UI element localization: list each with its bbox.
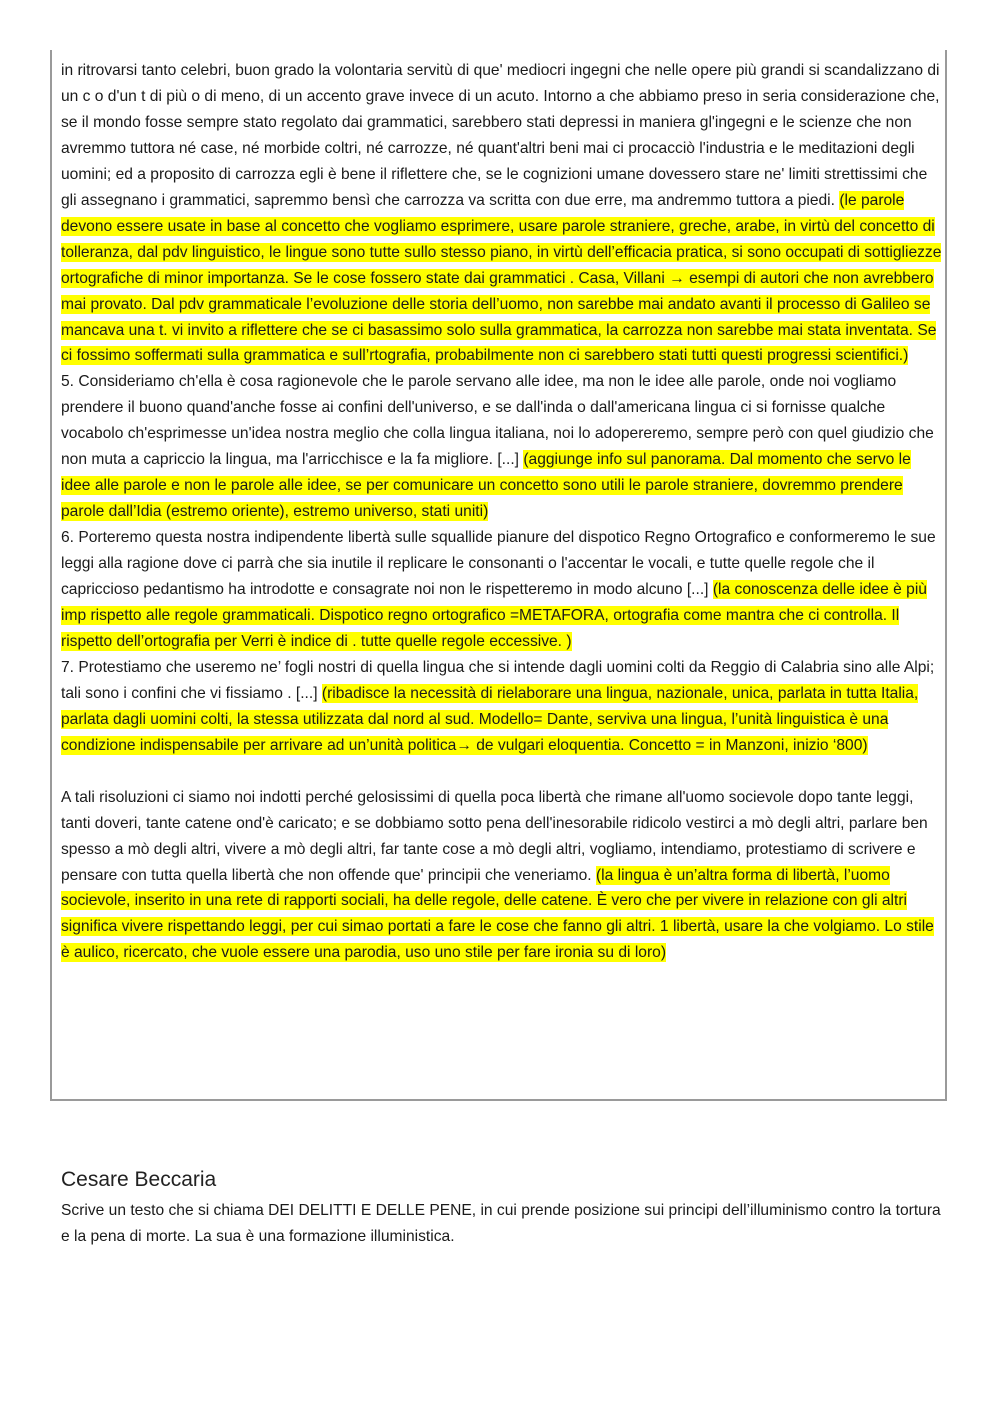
highlighted-note: (la lingua è un’altra forma di libertà, l’uomo socievole, inserito in una rete di rapporti sociali, ha delle regole, delle catene. È vero che per vivere in relazione con gli altri significa vivere rispettando leggi, per cui simao portati a fare le cose che fanno gli altri. 1 libertà, usare la che volgiamo. Lo stile è aulico, ricercato, che vuole essere una parodia, uso uno stile per fare ironia su di loro) (61, 866, 934, 962)
point-7-text: 7. Protestiamo che useremo ne’ fogli nostri di quella lingua che si intende dagli uomini colti da Reggio di Calabria sino alle Alpi; tali sono i confini che vi fissiamo . [...] (61, 658, 935, 702)
point-6-text: 6. Porteremo questa nostra indipendente libertà sulle squallide pianure del dispotico Regno Ortografico e conformeremo le sue leggi alla ragione dove ci parrà che sia inutile il replicare le consonanti o l'accentar le vocali, e tutte quelle regole che il capriccioso pedantismo ha introdotte e consagrate noi non le rispetteremo in modo alcuno [...] (61, 529, 936, 599)
quoted-passage (61, 58, 943, 966)
section-heading-beccaria: Cesare Beccaria (61, 1168, 217, 1191)
highlighted-note: (la conoscenza delle idee è più imp rispetto alle regole grammaticali. Dispotico regno ortografico =METAFORA, ortografia come mantra che ci controlla. Il rispetto dell’ortografia per Verri è indice di . tutte quelle regole eccessive. ) (61, 581, 927, 650)
point-5-text: 5. Consideriamo ch'ella è cosa ragionevole che le parole servano alle idee, ma non le idee alle parole, onde noi vogliamo prendere il buono quand'anche fosse ai confini dell'universo, e se dall'inda o dall'americana lingua ci si fornisse qualche vocabolo ch'esprimesse un'idea nostra meglio che colla lingua italiana, noi lo adopereremo, sempre però con quel giudizio che non muta a capriccio la lingua, ma l'arricchisce e la fa migliore. [...] (61, 373, 934, 469)
passage-closing (61, 785, 943, 967)
highlighted-note: (aggiunge info sul panorama. Dal momento che servo le idee alle parole e non le parole alle idee, se per comunicare un concetto sono utili le parole straniere, dovremmo prendere parole dall’Idia (estremo oriente), estremo universo, stati uniti) (61, 451, 911, 521)
highlighted-note: (le parole devono essere usate in base al concetto che vogliamo esprimere, usare parole straniere, greche, arabe, in virtù del concetto di tolleranza, dal pdv linguistico, le lingue sono tutte sullo stesso piano, in virtù dell’efficacia pratica, si sono occupati di sottigliezze ortografiche di minor importanza. Se le cose fossero state dai grammatici . Casa, Villani → esempi di autori che non avrebbero mai provato. Dal pdv grammaticale l’evoluzione delle storia dell’uomo, non sarebbe mai andato avanti il processo di Galileo se mancava una t. vi invito a riflettere che se ci basassimo solo sulla grammatica, la carrozza non sarebbe mai stata inventata. Se ci fossimo soffermati sulla grammatica e sull’rtografia, probabilmente non ci sarebbero stati tutti questi progressi scientifici.) (61, 191, 942, 365)
passage-intro-text: in ritrovarsi tanto celebri, buon grado la volontaria servitù di que' mediocri ingegni che nelle opere più grandi si scandalizzano di un c o d'un t di più o di meno, di un accento grave invece di un acuto. Intorno a che abbiamo preso in seria considerazione che, se il mondo fosse sempre stato regolato dai grammatici, sarebbero stati depressi in maniera gl'ingegni e le scienze che non avremmo tuttora né case, né morbide coltri, né carrozze, né quant'altri beni mai ci procacciò l'industria e le meditazioni degli uomini; ed a proposito di carrozza egli è bene il riflettere che, se le cognizioni umane dovessero stare ne' limiti strettissimi che gli assegnano i grammatici, sapremmo bensì che carrozza va scritta con due erre, ma andremmo tuttora a piedi. (61, 62, 940, 209)
passage-point-5 (61, 369, 943, 525)
closing-text: A tali risoluzioni ci siamo noi indotti perché gelosissimi di quella poca libertà che rimane all'uomo socievole dopo tante leggi, tanti doveri, tante catene ond'è caricato; e se dobbiamo sotto pena dell'inesorabile ridicolo vestirci a mò degli altri, parlare ben spesso a mò degli altri, vivere a mò degli altri, far tante cose a mò degli altri, vogliamo, intendiamo, protestiamo di scrivere e pensare con tutta quella libertà che non offende que' principii che veneriamo. (61, 788, 928, 884)
passage-point-7 (61, 655, 943, 759)
highlighted-note: (ribadisce la necessità di rielaborare una lingua, nazionale, unica, parlata in tutta Italia, parlata dagli uomini colti, la stessa utilizzata dal nord al sud. Modello= Dante, serviva una lingua, l’unità linguistica è una condizione indispensabile per arrivare ad un’unità politica→ de vulgari eloquentia. Concetto = in Manzoni, inizio ‘800) (61, 684, 919, 754)
section-body-beccaria: Scrive un testo che si chiama DEI DELITTI E DELLE PENE, in cui prende posizione sui principi dell’illuminismo contro la tortura e la pena di morte. La sua è una formazione illuministica. (61, 1202, 941, 1245)
passage-intro (61, 58, 943, 369)
passage-point-6 (61, 525, 943, 655)
